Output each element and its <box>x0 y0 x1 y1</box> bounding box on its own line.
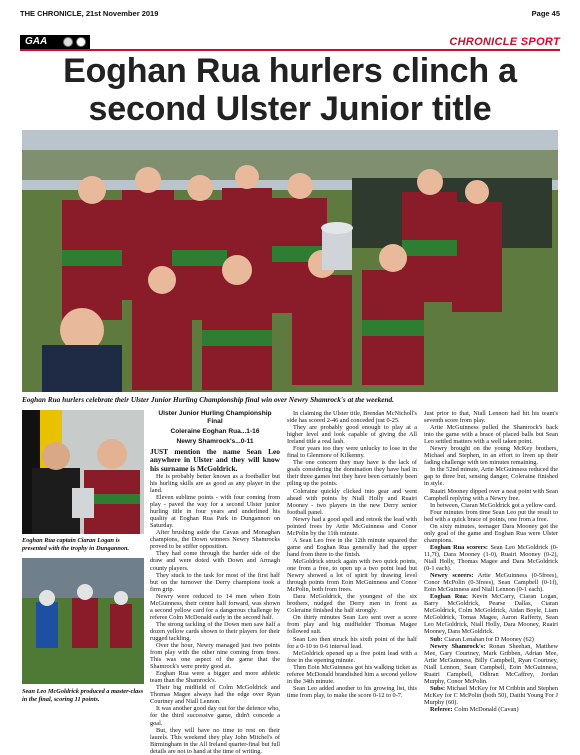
article-paragraph: The strong tackling of the Down men saw half a dozen yellow cards shown to their players for their rugged tackling. <box>150 620 280 642</box>
article-paragraph: Sean Leo added another to his growing list, this time from play, to make the score 0-12 to 0-7. <box>287 684 417 699</box>
match-action-image <box>22 558 144 684</box>
page-number: Page 45 <box>531 9 560 18</box>
article-paragraph: Coleraine quickly clicked into gear and went ahead with points by Niall Holly and Ruairi Mooney - two players in the new Derry senior football panel. <box>287 487 417 516</box>
article-paragraph: Over the hour, Newry managed just two points from play with the other nine coming from frees. This was one aspect of the game that the Shamrock's were pretty good at. <box>150 642 280 671</box>
article-paragraph: Four minutes from time Sean Leo put the result to bed with a quick brace of points, one from a free. <box>424 508 558 523</box>
scorers-label: Eoghan Rua scorers: <box>430 543 488 551</box>
referee <box>424 706 558 713</box>
article-paragraph: McGoldrick struck again with two quick points, one from a free, to open up a two point lead but Newry showed a lot of spirit by drawing level through points from Eoin McGuinness and Conor McPolin, both from frees. <box>287 557 417 594</box>
section-divider <box>20 49 560 51</box>
team-label: Eoghan Rua: <box>430 593 469 601</box>
article-column-3 <box>424 410 558 713</box>
subs-eoghan-rua <box>424 636 558 643</box>
article-paragraph: McGoldrick opened up a five point lead with a free in the opening minute. <box>287 649 417 664</box>
publication-date: THE CHRONICLE, 21st November 2019 <box>20 9 159 18</box>
page-header <box>20 9 560 19</box>
subs-label: Sub: <box>430 635 443 643</box>
scorers-text: Sean Leo McGoldrick (0-11,7f), Dara Mooney (1-0), Ruairi Mooney (0-2), Niall Holly, Thomas Magee and Dara McGoldrick (0-1 each). <box>424 543 558 573</box>
scorers-newry <box>424 572 558 593</box>
football-icon <box>76 37 86 47</box>
team-text: Kevin McCarry, Ciaran Logan, Barry McGoldrick, Pearse Dallas, Ciaran McGoldrick, Colm McGoldrick, Aidan Boyle, Liam McGoldrick, Tomas Magee, Aaron Rafferty, Sean Leo McGoldrick, Niall Holly, Dara Mooney, Ruairi Mooney, Dara McGoldrick. <box>424 593 558 636</box>
match-score-line-2: Newry Shamrock's...0-11 <box>176 438 254 445</box>
article-paragraph: Newry brought on the young McKey brothers, Michael and Stephen, in an effort to liven up their fading challenge with ten minutes remaining. <box>424 445 558 467</box>
chronicle-sport-logo <box>449 35 560 49</box>
gaa-logo <box>20 35 90 49</box>
article-paragraph: A Sean Leo free in the 12th minute squared the game and Eoghan Rua generally had the upper hand from there to the finish. <box>287 536 417 558</box>
article-paragraph: Dara McGoldrick, the youngest of the six brothers, nudged the Derry men in front as Coleraine finished the half strongly. <box>287 593 417 615</box>
article-paragraph: In the 52nd minute, Artie McGuinness reduced the gap to three but, sensing danger, Coleraine finished in style. <box>424 466 558 488</box>
team-eoghan-rua <box>424 593 558 635</box>
subs-label: Subs: <box>430 684 446 692</box>
article-paragraph: Eoghan Rua were a bigger and more athletic team than the Shamrock's. <box>150 670 280 685</box>
trophy-photo-caption: Eoghan Rua captain Ciaran Logan is presented with the trophy in Dungannon. <box>22 537 130 552</box>
article-paragraph: Ruairi Mooney dipped over a neat point with Sean Campbell replying with a Newry free. <box>424 487 558 502</box>
main-photo <box>22 130 558 392</box>
trophy-presentation-photo <box>22 410 144 534</box>
scorers-text: Artie McGuinness (0-5frees), Conor McPolin (0-3frees), Sean Campbell (0-1f), Eoin McGuinness and Niall Lennon (0-1 each). <box>424 572 558 594</box>
brand-chronicle: CHRONICLE <box>449 36 518 48</box>
article-paragraph: Just prior to that, Niall Lennon had hit his team's seventh score from play. <box>424 410 558 425</box>
article-paragraph: Sean Leo then struck his sixth point of the half for a 0-10 to 0-6 interval lead. <box>287 635 417 650</box>
team-newry <box>424 643 558 685</box>
gaa-logo-text: GAA <box>25 36 48 47</box>
referee-label: Referee: <box>430 705 453 713</box>
article-lead: JUST mention the name Sean Leo anywhere in Ulster and they will know his surname is McGoldrick. <box>150 447 280 473</box>
scorers-eoghan-rua <box>424 544 558 572</box>
article-paragraph: In between, Ciaran McGoldrick got a yellow card. <box>430 501 557 509</box>
scorers-label: Newry scorers: <box>430 572 474 580</box>
article-paragraph: Artie McGuinness pulled the Shamrock's back into the game with a brace of placed balls but Sean Leo settled matters with a well taken point. <box>424 424 558 446</box>
article-paragraph: Newry were reduced to 14 men when Eoin McGuinness, their centre half forward, was shown a second yellow card for a dangerous challenge by referee Colm McDonald early in the second half. <box>150 592 280 621</box>
article-paragraph: It was another good day out for the defence who, for the third successive game, didn't concede a goal. <box>150 705 280 727</box>
referee-text: Colm McDonald (Cavan) <box>454 705 519 713</box>
subs-text: Michael McKey for M Cribbin and Stephen McKey for C McPolin (both 50), Daithi Young For J Murphy (60). <box>424 684 558 706</box>
match-action-photo <box>22 558 144 684</box>
article-paragraph: On thirty minutes Sean Leo sent over a score from play and big midfielder Thomas Magee followed suit. <box>287 614 417 636</box>
subs-newry <box>424 685 558 706</box>
article-column-1 <box>150 410 280 755</box>
action-photo-caption: Sean Leo McGoldrick produced a master-class in the final, scoring 11 points. <box>22 688 144 703</box>
article-paragraph: Then Eoin McGuinness got his walking ticket as referee McDonald brandished him a second yellow in the 34th minute. <box>287 663 417 685</box>
match-score-line-1: Coleraine Eoghan Rua...1-16 <box>170 428 260 435</box>
headline: Eoghan Rua hurlers clinch a second Ulster Junior title <box>63 52 517 128</box>
trophy-presentation-image <box>22 410 144 534</box>
main-photo-caption: Eoghan Rua hurlers celebrate their Ulster Junior Hurling Championship final win over Newry Shamrock's at the weekend. <box>22 395 394 404</box>
article-paragraph: After brushing aside the Cavan and Monaghan champions, the Down winners Newry Shamrocks proved to be stiffer opposition. <box>150 529 280 551</box>
article-paragraph: He is probably better known as a footballer but his hurling skills are as good as any player in the land. <box>150 472 280 494</box>
article-column-2 <box>287 410 417 699</box>
team-celebration-image <box>22 130 558 392</box>
article-paragraph: They are probably good enough to play at a higher level and look capable of giving the All Ireland title a real lash. <box>287 424 417 446</box>
brand-sport: SPORT <box>520 36 560 48</box>
match-competition: Ulster Junior Hurling Championship Final <box>158 410 272 425</box>
article-paragraph: Eleven sublime points - with four coming from play - paved the way for a second Ulster junior hurling title in four years and underlined his quality at Eoghan Rua Park in Dungannon on Saturday. <box>150 494 280 530</box>
article-paragraph: Four years too they were unlucky to lose in the final to Glenmore of Kilkenny. <box>287 445 417 460</box>
article-paragraph: The one concern they may have is the lack of goals considering the domination they have had in their three games but they have been certainly been piling up the points. <box>287 459 417 488</box>
article-paragraph: In claiming the Ulster title, Brendan McNicholl's side has scored 2-46 and conceded just 0-25. <box>287 410 417 425</box>
article-paragraph: But, they will have no time to rest on their laurels. This weekend they play John Mitchel's of Birmingham in the All Ireland quarter-final but full details are not to hand at the time of writing. <box>150 726 280 755</box>
section-band <box>20 35 560 49</box>
article-paragraph: Newry had a good spell and retook the lead with pointed frees by Artie McGuinness and Conor McPolin by the 11th minute. <box>287 515 417 537</box>
team-text: Ronan Sheehan, Matthew Mee, Gary Courtney, Mark Gribben, Adrian Mee, Artie McGuinness, Billy Campbell, Ryan Courtney, Niall Lennon, Sean Campbell, Eoin McGuinness, Ruairi Campbell, Odhran McCaffrey, Jordan Murphy, Conor McPolin. <box>424 642 558 685</box>
article-paragraph: They had come through the harder side of the draw and were doted with Down and Armagh county players. <box>150 550 280 572</box>
sliotar-icon <box>63 37 73 47</box>
subs-text: Ciaran Lenahan for D Mooney (62) <box>444 635 534 643</box>
article-paragraph: On sixty minutes, teenager Dara Mooney got the only goal of the game and Eoghan Rua were Ulster champions. <box>424 522 558 544</box>
article-paragraph: They stuck to the task for most of the first half but on the turnover the Derry champions took a firm grip. <box>150 571 280 593</box>
team-label: Newry Shamrock's: <box>430 642 486 650</box>
article-paragraph: Their big midfield of Colm McGoldrick and Thomas Magee always had the edge over Ryan Courtney and Niall Lennon. <box>150 684 280 706</box>
